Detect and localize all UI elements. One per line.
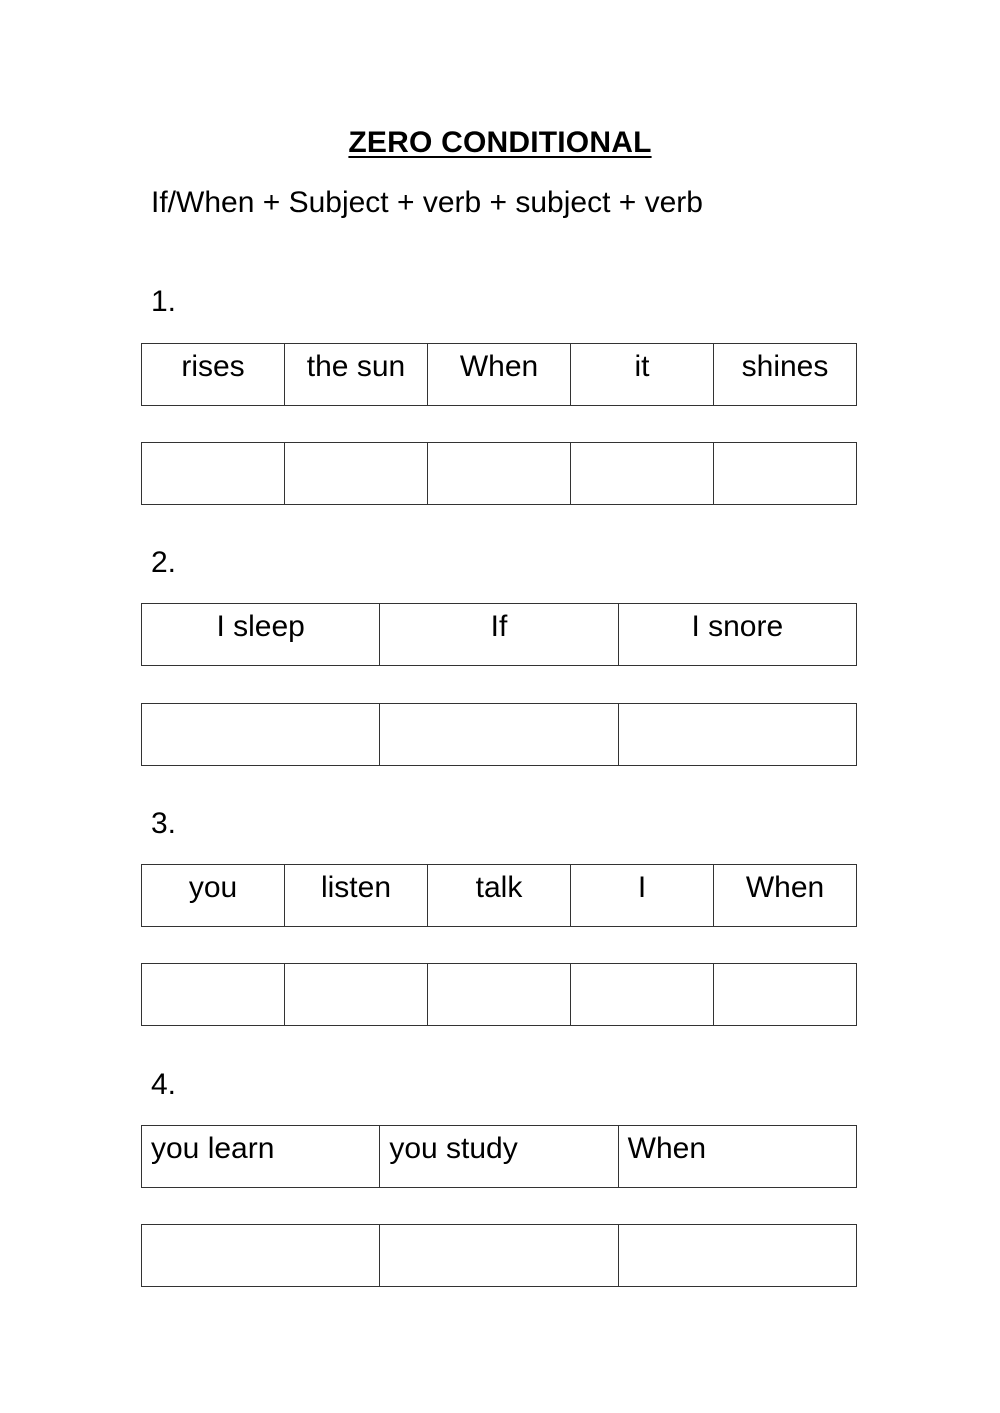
word-card[interactable]: When [745,871,825,904]
word-card[interactable]: shines [741,350,829,383]
word-cards-row [141,603,857,666]
word-card[interactable]: you study [380,1126,618,1187]
answer-slot[interactable] [142,1225,380,1286]
word-cards-row [141,864,857,927]
word-card[interactable]: I sleep [142,604,380,665]
word-card[interactable]: it [571,344,714,405]
word-card[interactable]: the sun [285,344,428,405]
word-card[interactable]: When [627,1132,707,1165]
word-card[interactable]: I [571,865,714,926]
answer-slot[interactable] [571,443,714,504]
answer-slot[interactable] [428,443,571,504]
answer-slots-row [141,442,857,505]
answer-slot[interactable] [619,1225,856,1286]
word-card[interactable]: talk [428,865,571,926]
exercise-number: 4. [151,1068,177,1101]
formula-text: If/When + Subject + verb + subject + verb [151,186,703,219]
answer-slot[interactable] [428,964,571,1025]
exercise-number: 2. [151,546,177,579]
answer-slots-row [141,963,857,1026]
answer-slot[interactable] [714,964,856,1025]
answer-slot[interactable] [142,704,380,765]
answer-slot[interactable] [142,964,285,1025]
answer-slot[interactable] [285,443,428,504]
answer-slot[interactable] [380,1225,618,1286]
answer-slot[interactable] [571,964,714,1025]
exercise-number: 1. [151,285,177,318]
exercise-number: 3. [151,807,177,840]
answer-slots-row [141,703,857,766]
word-card[interactable]: listen [285,865,428,926]
word-card[interactable]: you learn [142,1126,380,1187]
answer-slot[interactable] [714,443,856,504]
word-cards-row [141,343,857,406]
word-card[interactable]: If [380,604,618,665]
answer-slot[interactable] [285,964,428,1025]
word-card[interactable]: When [428,344,571,405]
word-card[interactable]: I snore [691,610,784,643]
worksheet-title: ZERO CONDITIONAL [348,126,652,159]
answer-slot[interactable] [380,704,618,765]
word-card[interactable]: rises [142,344,285,405]
word-cards-row [141,1125,857,1188]
answer-slot[interactable] [142,443,285,504]
answer-slots-row [141,1224,857,1287]
word-card[interactable]: you [142,865,285,926]
answer-slot[interactable] [619,704,856,765]
